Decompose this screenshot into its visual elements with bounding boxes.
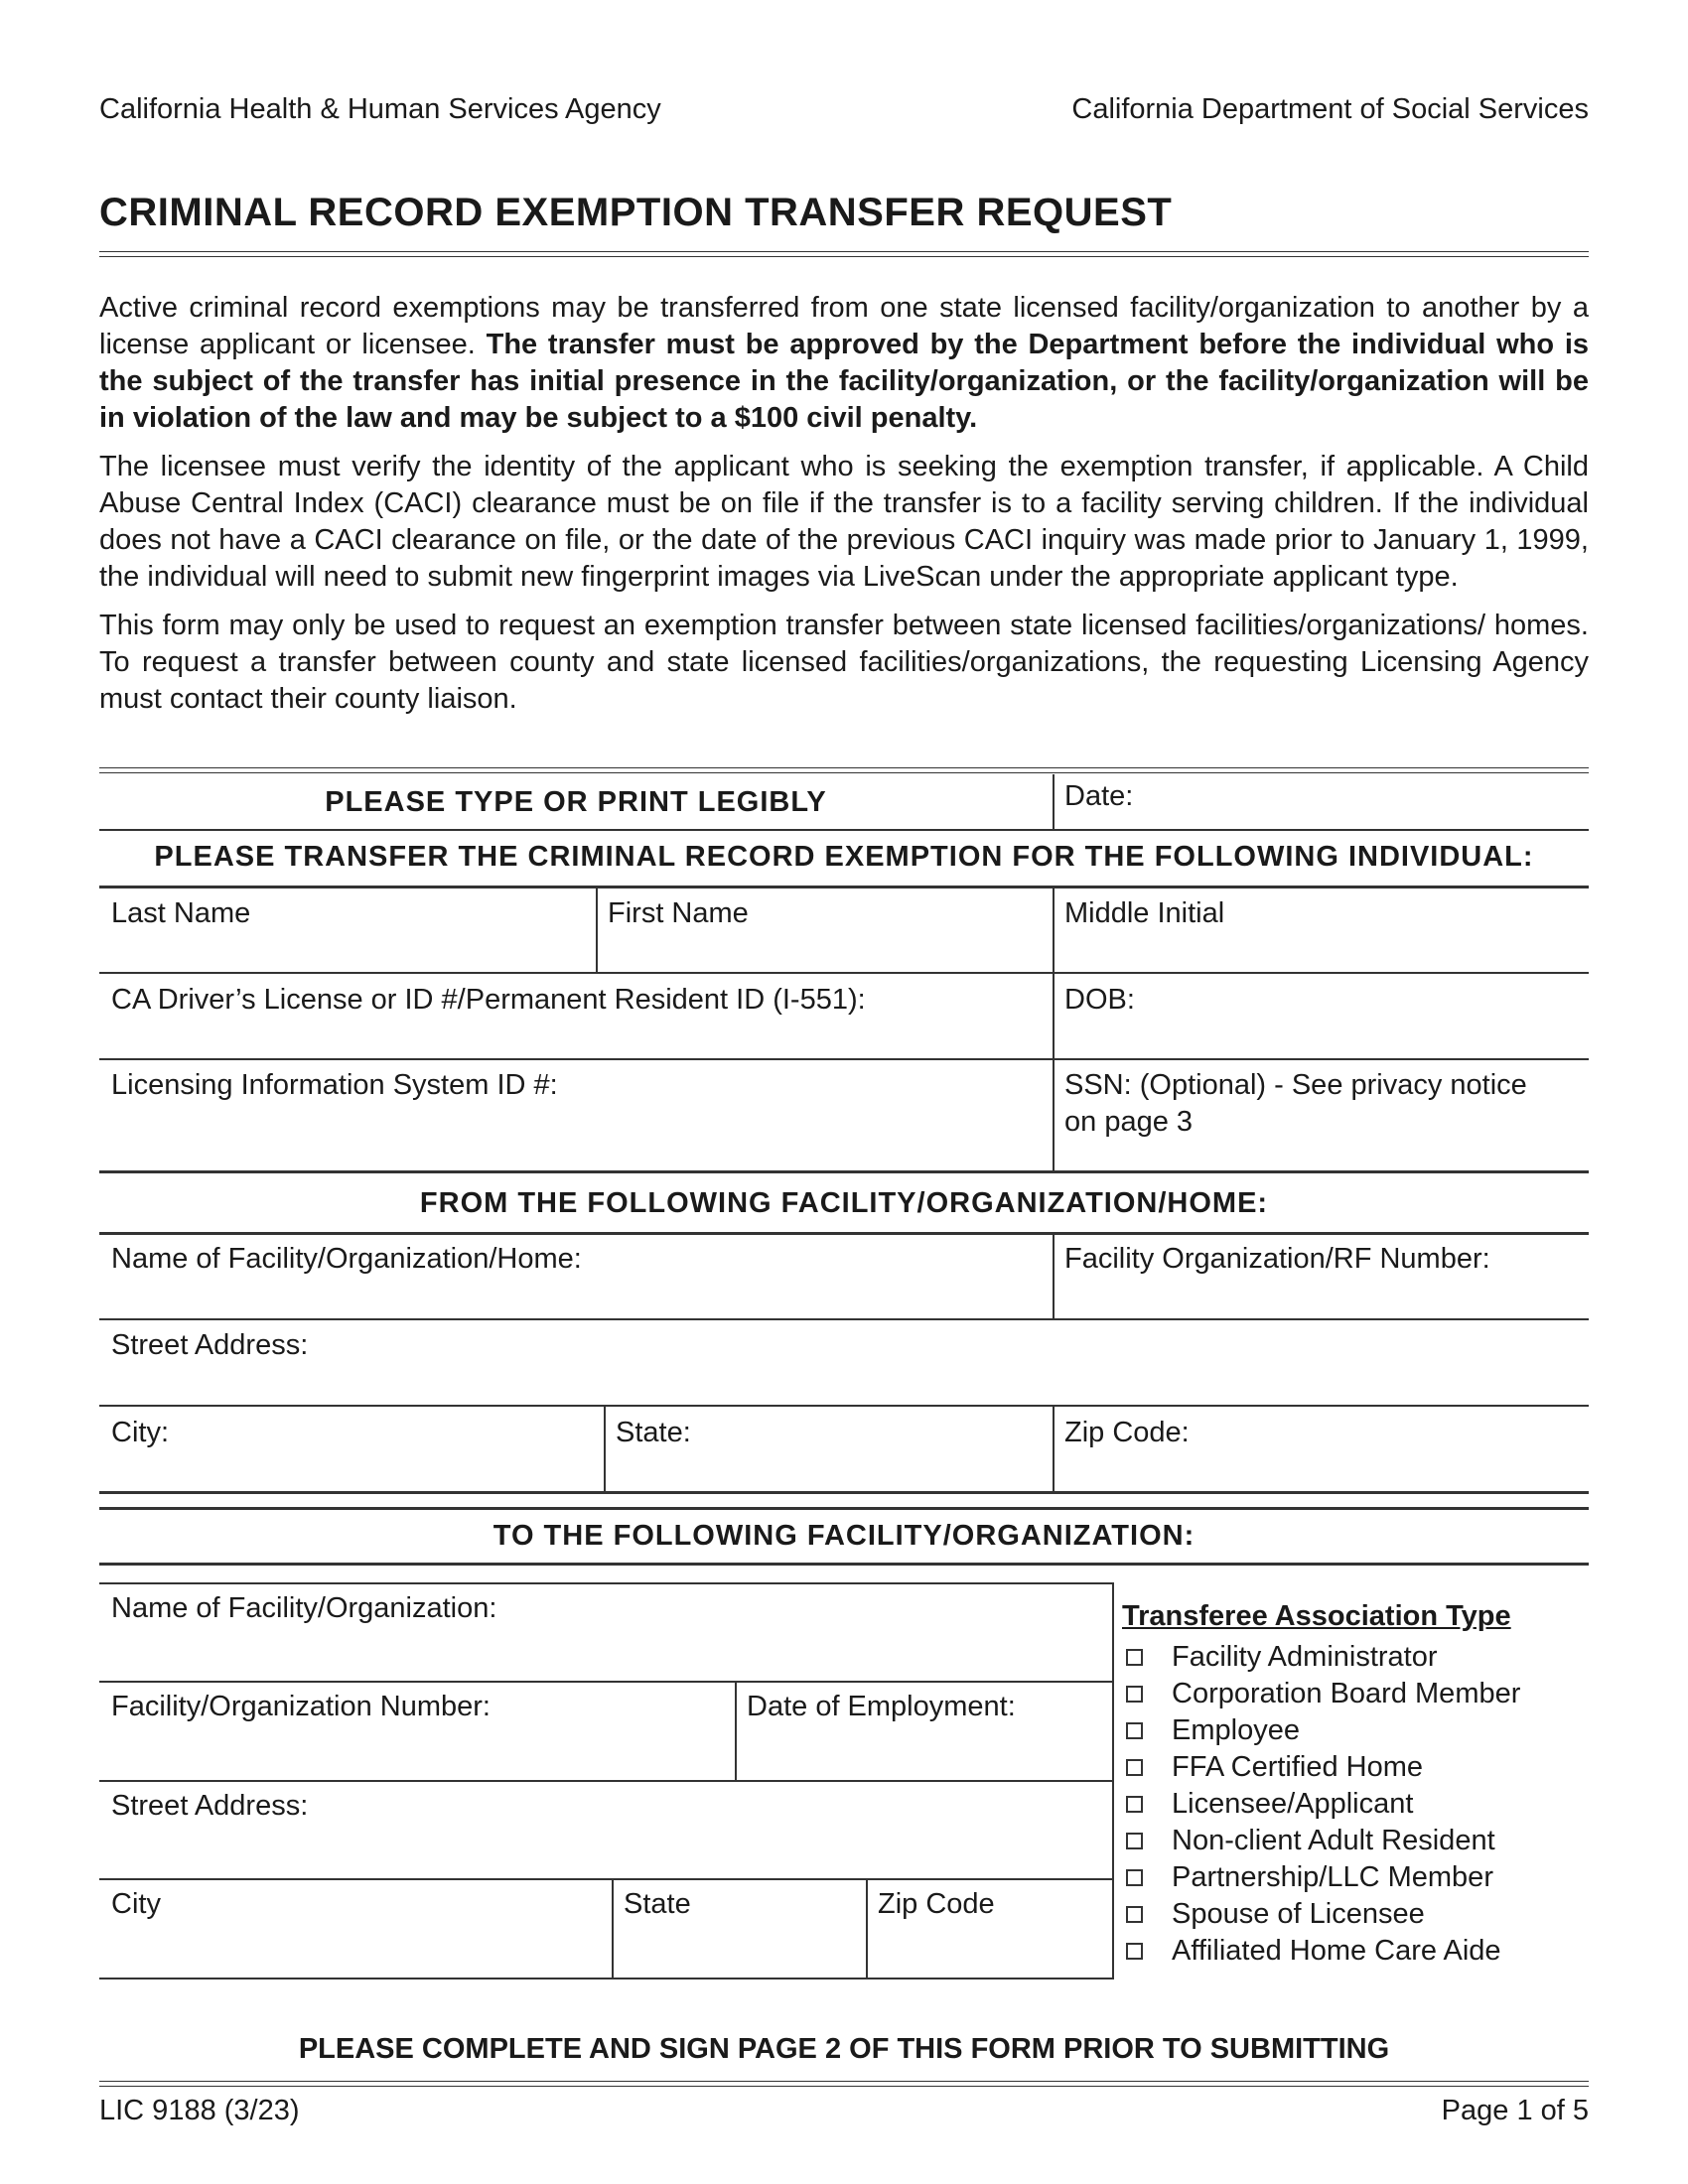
option-row[interactable] xyxy=(1122,1859,1520,1896)
option-label: Licensee/Applicant xyxy=(1172,1788,1414,1820)
divider xyxy=(99,1058,1589,1060)
to-street-label: Street Address: xyxy=(111,1790,309,1822)
divider xyxy=(99,1582,1114,1584)
option-row[interactable] xyxy=(1122,1823,1520,1859)
lis-id-label: Licensing Information System ID #: xyxy=(111,1069,558,1101)
option-label: Employee xyxy=(1172,1714,1300,1746)
divider xyxy=(99,1978,1114,1979)
association-type-heading: Transferee Association Type xyxy=(1122,1600,1511,1632)
to-name-label: Name of Facility/Organization: xyxy=(111,1592,497,1624)
license-id-label: CA Driver’s License or ID #/Permanent Resident ID (I-551): xyxy=(111,984,866,1016)
ssn-label xyxy=(1064,1067,1527,1141)
divider xyxy=(612,1879,614,1978)
option-row[interactable] xyxy=(1122,1676,1520,1712)
title-divider xyxy=(99,251,1589,252)
option-row[interactable] xyxy=(1122,1749,1520,1786)
option-label: FFA Certified Home xyxy=(1172,1751,1424,1783)
checkbox[interactable] xyxy=(1126,1686,1143,1703)
divider xyxy=(1053,1233,1055,1318)
association-type-group xyxy=(1122,1600,1520,1970)
footer-note: PLEASE COMPLETE AND SIGN PAGE 2 OF THIS FORM PRIOR TO SUBMITTING xyxy=(298,2033,1390,2065)
divider xyxy=(99,1491,1589,1494)
to-zip-label: Zip Code xyxy=(878,1888,995,1920)
form-top-divider xyxy=(99,767,1589,768)
option-label: Facility Administrator xyxy=(1172,1641,1438,1673)
date-field[interactable] xyxy=(1064,814,1581,834)
footer-divider xyxy=(99,2081,1589,2082)
divider xyxy=(99,1563,1589,1566)
form-id: LIC 9188 (3/23) xyxy=(99,2095,300,2126)
divider xyxy=(99,886,1589,888)
to-city-label: City xyxy=(111,1888,161,1920)
divider xyxy=(604,1406,606,1491)
section-to-heading: TO THE FOLLOWING FACILITY/ORGANIZATION: xyxy=(492,1520,1196,1552)
from-city-label: City: xyxy=(111,1417,169,1448)
form-page xyxy=(99,0,1589,2184)
from-zip-label: Zip Code: xyxy=(1064,1417,1190,1448)
checkbox[interactable] xyxy=(1126,1759,1143,1776)
option-label: Affiliated Home Care Aide xyxy=(1172,1935,1501,1967)
divider xyxy=(735,1682,737,1780)
section-individual-heading: PLEASE TRANSFER THE CRIMINAL RECORD EXEMPTION FOR THE FOLLOWING INDIVIDUAL: xyxy=(154,841,1534,873)
checkbox[interactable] xyxy=(1126,1943,1143,1960)
ssn-label-line-1: SSN: (Optional) - See privacy notice xyxy=(1064,1069,1527,1101)
option-row[interactable] xyxy=(1122,1639,1520,1676)
option-label: Corporation Board Member xyxy=(1172,1678,1521,1709)
last-name-label: Last Name xyxy=(111,897,251,929)
checkbox[interactable] xyxy=(1126,1906,1143,1923)
checkbox[interactable] xyxy=(1126,1649,1143,1666)
checkbox[interactable] xyxy=(1126,1833,1143,1849)
intro-paragraph-3: This form may only be used to request an exemption transfer between state licensed facilities/organizations/ homes. To request a transfer between county and state licensed facilities/organizations, the requesting Licensing Agency must contact their county liaison. xyxy=(99,610,1589,715)
from-number-label: Facility Organization/RF Number: xyxy=(1064,1243,1490,1275)
option-label: Spouse of Licensee xyxy=(1172,1898,1425,1930)
please-type-label: PLEASE TYPE OR PRINT LEGIBLY xyxy=(325,786,827,818)
divider xyxy=(99,972,1589,974)
dob-label: DOB: xyxy=(1064,984,1135,1016)
checkbox[interactable] xyxy=(1126,1869,1143,1886)
option-row[interactable] xyxy=(1122,1786,1520,1823)
option-row[interactable] xyxy=(1122,1933,1520,1970)
intro-text xyxy=(99,290,1589,730)
divider xyxy=(1053,1406,1055,1491)
middle-initial-label: Middle Initial xyxy=(1064,897,1225,929)
checkbox[interactable] xyxy=(1126,1722,1143,1739)
intro-paragraph-2: The licensee must verify the identity of the applicant who is seeking the exemption transfer, if applicable. A Child Abuse Central Index (CACI) clearance must be on file if the transfer is to a facility serving children. If the individual does not have a CACI clearance on file, or the date of the previous CACI inquiry was made prior to January 1, 1999, the individual will need to submit new fingerprint images via LiveScan under the appropriate applicant type. xyxy=(99,451,1589,593)
intro-p1-bold: The transfer must be approved by the Department before the individual who is the subject of the transfer has initial presence in the facility/organization, or the facility/organization will be in violation of the law and may be subject to a $100 civil penalty. xyxy=(99,329,1590,434)
divider xyxy=(99,1170,1589,1173)
section-from-heading: FROM THE FOLLOWING FACILITY/ORGANIZATION/HOME: xyxy=(419,1187,1269,1219)
first-name-label: First Name xyxy=(608,897,749,929)
option-label: Partnership/LLC Member xyxy=(1172,1861,1493,1893)
divider xyxy=(866,1879,868,1978)
intro-paragraph-1 xyxy=(99,290,1589,437)
to-state-label: State xyxy=(624,1888,691,1920)
ssn-label-line-2: on page 3 xyxy=(1064,1106,1194,1138)
from-state-label: State: xyxy=(616,1417,691,1448)
agency-left: California Health & Human Services Agency xyxy=(99,93,661,125)
divider xyxy=(99,829,1589,831)
page-number: Page 1 of 5 xyxy=(1441,2095,1589,2126)
intro-p1-plain: Active criminal record exemptions may be transferred from one state licensed facility/organization to another by a license applicant or licensee. xyxy=(99,292,1589,360)
from-street-label: Street Address: xyxy=(111,1329,309,1361)
divider xyxy=(99,1232,1589,1235)
agency-right: California Department of Social Services xyxy=(1071,93,1589,125)
from-name-label: Name of Facility/Organization/Home: xyxy=(111,1243,582,1275)
option-row[interactable] xyxy=(1122,1896,1520,1933)
divider xyxy=(99,1681,1114,1683)
date-label: Date: xyxy=(1064,780,1134,812)
divider xyxy=(99,1405,1589,1407)
divider xyxy=(99,1780,1114,1782)
option-label: Non-client Adult Resident xyxy=(1172,1825,1495,1856)
divider xyxy=(1053,774,1055,829)
checkbox[interactable] xyxy=(1126,1796,1143,1813)
divider xyxy=(99,1318,1589,1320)
divider xyxy=(596,887,598,972)
divider xyxy=(99,1878,1114,1880)
option-row[interactable] xyxy=(1122,1712,1520,1749)
to-number-label: Facility/Organization Number: xyxy=(111,1691,491,1722)
divider xyxy=(1053,887,1055,1170)
divider xyxy=(99,1507,1589,1510)
page-title: CRIMINAL RECORD EXEMPTION TRANSFER REQUEST xyxy=(99,191,1173,234)
to-employment-label: Date of Employment: xyxy=(747,1691,1016,1722)
